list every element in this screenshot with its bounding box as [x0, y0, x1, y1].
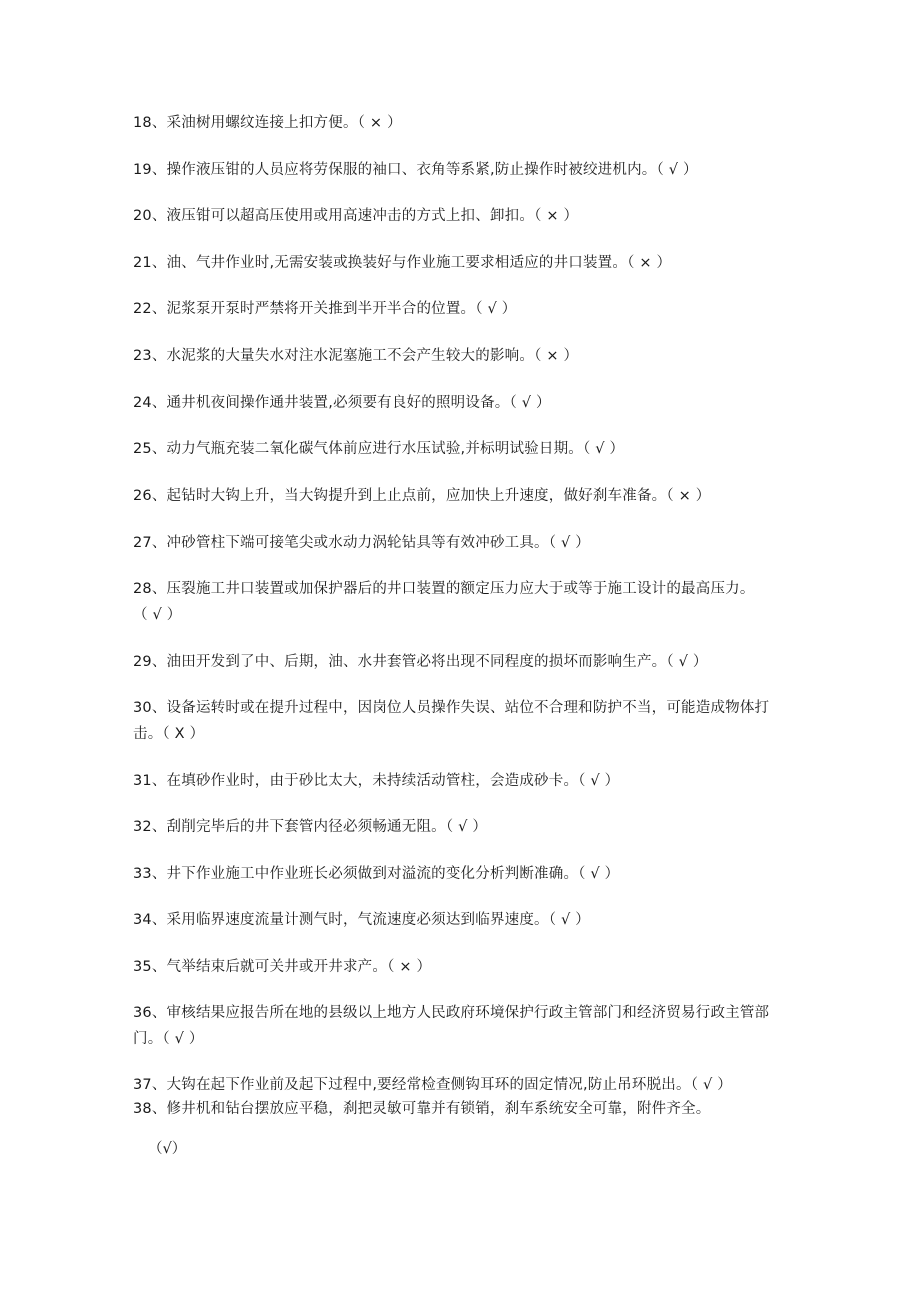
question-text: 、在填砂作业时，由于砂比太大，未持续活动管柱，会造成砂卡。 — [151, 773, 579, 789]
question-number: 29 — [133, 654, 152, 670]
question-number: 38 — [133, 1101, 152, 1117]
question-number: 23 — [133, 348, 152, 364]
question-text: 、大钩在起下作业前及起下过程中,要经常检查侧钩耳环的固定情况,防止吊环脱出。 — [151, 1077, 691, 1093]
question-item — [133, 203, 793, 229]
question-item — [133, 1072, 793, 1098]
question-item — [133, 250, 793, 276]
question-answer: （ √ ） — [133, 607, 182, 623]
question-text: 、采用临界速度流量计测气时，气流速度必须达到临界速度。 — [151, 912, 549, 928]
question-item — [133, 814, 793, 840]
question-item — [133, 436, 793, 462]
question-number: 20 — [133, 208, 152, 224]
question-text: 、水泥浆的大量失水对注水泥塞施工不会产生较大的影响。 — [151, 348, 535, 364]
question-item — [133, 157, 793, 183]
question-number: 30 — [133, 700, 152, 716]
question-item — [133, 1000, 793, 1052]
question-number: 34 — [133, 912, 152, 928]
question-item — [133, 343, 793, 369]
question-text: 、冲砂管柱下端可接笔尖或水动力涡轮钻具等有效冲砂工具。 — [151, 535, 549, 551]
question-item — [133, 649, 793, 675]
question-number: 31 — [133, 773, 152, 789]
question-text: 、油田开发到了中、后期，油、水井套管必将出现不同程度的损坏而影响生产。 — [151, 654, 667, 670]
question-item — [133, 1096, 793, 1122]
question-text: 、气举结束后就可关井或开井求产。 — [151, 959, 388, 975]
question-answer: （ × ） — [387, 959, 432, 975]
question-answer: （ × ） — [534, 208, 579, 224]
question-item — [133, 861, 793, 887]
question-text: 、操作液压钳的人员应将劳保服的袖口、衣角等系紧,防止操作时被绞进机内。 — [151, 162, 657, 178]
question-text: 、液压钳可以超高压使用或用高速冲击的方式上扣、卸扣。 — [151, 208, 535, 224]
question-answer-standalone: （√） — [148, 1141, 187, 1157]
question-number: 19 — [133, 162, 152, 178]
question-text: 、压裂施工井口装置或加保护器后的井口装置的额定压力应大于或等于施工设计的最高压力。 — [151, 581, 755, 597]
question-answer: （ √ ） — [578, 773, 620, 789]
question-number: 24 — [133, 395, 152, 411]
question-answer: （ √ ） — [509, 395, 551, 411]
question-text: 、泥浆泵开泵时严禁将开关推到半开半合的位置。 — [151, 301, 476, 317]
question-answer: （ √ ） — [578, 866, 620, 882]
question-answer: （ √ ） — [690, 1077, 732, 1093]
question-answer: （ X ） — [162, 726, 205, 742]
question-text: 、设备运转时或在提升过程中，因岗位人员操作失误、站位不合理和防护不当，可能造成物体打击。 — [133, 700, 770, 742]
question-text: 、油、气井作业时,无需安装或换装好与作业施工要求相适应的井口装置。 — [151, 255, 628, 271]
question-answer: （ √ ） — [548, 535, 590, 551]
question-answer: （ √ ） — [445, 819, 488, 835]
question-number: 18 — [133, 115, 152, 131]
question-number: 35 — [133, 959, 152, 975]
question-text: 、修井机和钻台摆放应平稳，刹把灵敏可靠并有锁销，刹车系统安全可靠，附件齐全。 — [151, 1101, 711, 1117]
question-item — [133, 110, 793, 136]
question-answer: （ √ ） — [582, 441, 625, 457]
question-answer: （ × ） — [534, 348, 579, 364]
question-text: 、审核结果应报告所在地的县级以上地方人民政府环境保护行政主管部门和经济贸易行政主管部门。 — [133, 1005, 770, 1047]
question-item — [133, 530, 793, 556]
question-number: 22 — [133, 301, 152, 317]
question-number: 37 — [133, 1077, 152, 1093]
question-item — [133, 296, 793, 322]
question-item — [133, 954, 793, 980]
question-text: 、刮削完毕后的井下套管内径必须畅通无阻。 — [151, 819, 446, 835]
question-answer: （ √ ） — [656, 162, 698, 178]
question-answer: （ √ ） — [548, 912, 590, 928]
question-item — [133, 576, 793, 628]
question-number: 33 — [133, 866, 152, 882]
question-answer: （ √ ） — [162, 1031, 204, 1047]
question-text: 、通井机夜间操作通井装置,必须要有良好的照明设备。 — [151, 395, 510, 411]
question-answer: （ √ ） — [666, 654, 708, 670]
question-item — [133, 695, 793, 747]
question-text: 、起钻时大钩上升，当大钩提升到上止点前，应加快上升速度，做好刹车准备。 — [151, 488, 667, 504]
question-number: 26 — [133, 488, 152, 504]
question-item — [133, 390, 793, 416]
question-number: 28 — [133, 581, 152, 597]
question-text: 、井下作业施工中作业班长必须做到对溢流的变化分析判断准确。 — [151, 866, 579, 882]
question-item — [133, 483, 793, 509]
question-number: 27 — [133, 535, 152, 551]
question-answer: （ √ ） — [475, 301, 517, 317]
question-number: 36 — [133, 1005, 152, 1021]
question-item — [133, 907, 793, 933]
question-number: 25 — [133, 441, 152, 457]
question-number: 32 — [133, 819, 152, 835]
question-item — [133, 768, 793, 794]
question-text: 、采油树用螺纹连接上扣方便。 — [151, 115, 358, 131]
question-answer: （ × ） — [666, 488, 711, 504]
question-answer: （ × ） — [357, 115, 402, 131]
question-number: 21 — [133, 255, 152, 271]
question-answer: （ × ） — [627, 255, 672, 271]
question-text: 、动力气瓶充装二氧化碳气体前应进行水压试验,并标明试验日期。 — [151, 441, 583, 457]
